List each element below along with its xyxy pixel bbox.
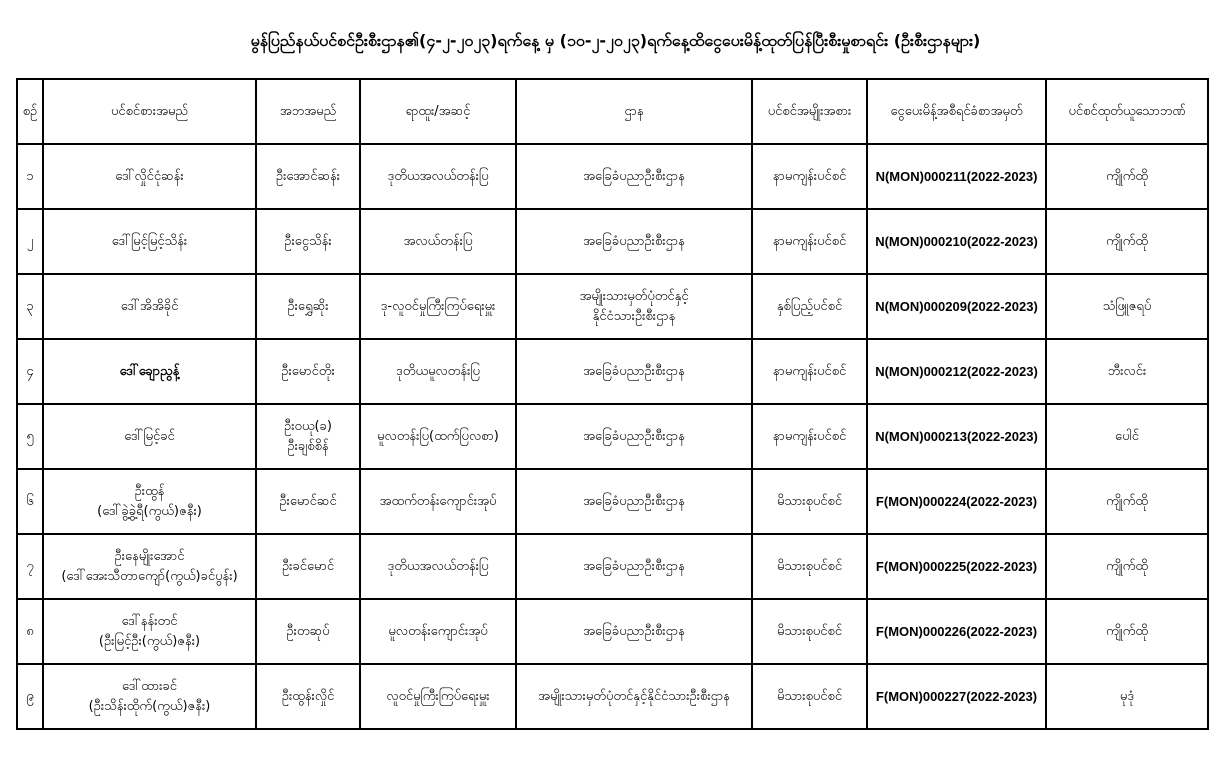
dept-line1: အခြေခံပညာဦးစီးဌာန: [583, 428, 685, 444]
name-line1: ဒေါ်မြင့်မြင့်သိန်း: [111, 233, 188, 249]
cell-name: [43, 534, 256, 599]
cell-dept: [516, 144, 752, 209]
name-line2: (ဦးမြင့်ဦး(ကွယ်)ဇနီး): [98, 633, 201, 649]
name-line1: ဒေါ်နန်းတင်: [121, 613, 178, 629]
table-row: [17, 534, 1208, 599]
cell-dept: [516, 209, 752, 274]
page-title: မွန်ပြည်နယ်ပင်စင်ဦးစီးဌာန၏(၄-၂-၂၀၂၃)ရက်နေ့ မှ (၁၀-၂-၂၀၂၃)ရက်နေ့ထိငွေပေးမိန့်ထုတ်ပြန်ပြီးစီးမှုစာရင်း (ဦးစီးဌာနများ): [250, 31, 981, 50]
col-header-father: အဘအမည်: [256, 79, 360, 144]
father-line1: ဦးထွန်းလှိုင်: [281, 688, 335, 704]
cell-no: ၄: [17, 339, 43, 404]
cell-name: [43, 209, 256, 274]
header-row: [17, 79, 1208, 144]
cell-type: မိသားစုပင်စင်: [752, 599, 867, 664]
cell-dept: [516, 339, 752, 404]
cell-no: ၇: [17, 534, 43, 599]
cell-type: နာမကျန်းပင်စင်: [752, 209, 867, 274]
cell-order: N(MON)000210(2022-2023): [867, 209, 1046, 274]
cell-type: နာမကျန်းပင်စင်: [752, 404, 867, 469]
cell-father: [256, 339, 360, 404]
name-line1: ဒေါ်မြင့်ခင်: [124, 428, 175, 444]
dept-line1: အခြေခံပညာဦးစီးဌာန: [583, 233, 685, 249]
cell-no: ၂: [17, 209, 43, 274]
cell-rank: မူလတန်းပြ(ထက်ပြလစာ): [360, 404, 516, 469]
table-row: [17, 144, 1208, 209]
table-row: [17, 339, 1208, 404]
col-header-no: စဉ်: [17, 79, 43, 144]
father-line1: ဦးခင်မောင်: [281, 558, 335, 574]
cell-father: [256, 469, 360, 534]
name-line1: ဒေါ်အိအိခိုင်: [120, 298, 179, 314]
name-line1: ဦးထွန်: [134, 483, 165, 499]
cell-bank: ကျိုက်ထို: [1046, 599, 1208, 664]
name-line2: (ဒေါ်ခွဲ့ခွဲ့ရီ(ကွယ်)ဇနီး): [97, 503, 202, 519]
cell-dept: [516, 534, 752, 599]
cell-rank: ဒုတိယမူလတန်းပြ: [360, 339, 516, 404]
cell-order: N(MON)000209(2022-2023): [867, 274, 1046, 339]
cell-bank: ကျိုက်ထို: [1046, 534, 1208, 599]
col-header-type: ပင်စင်အမျိုးအစား: [752, 79, 867, 144]
cell-dept: [516, 664, 752, 729]
cell-father: [256, 404, 360, 469]
cell-father: [256, 599, 360, 664]
cell-name: [43, 274, 256, 339]
cell-dept: [516, 469, 752, 534]
cell-order: N(MON)000211(2022-2023): [867, 144, 1046, 209]
cell-name: [43, 339, 256, 404]
father-line1: ဦးအောင်ဆန်း: [275, 168, 341, 184]
cell-no: ၈: [17, 599, 43, 664]
col-header-name: ပင်စင်စားအမည်: [43, 79, 256, 144]
cell-dept: [516, 274, 752, 339]
cell-father: [256, 664, 360, 729]
cell-bank: ပေါင်: [1046, 404, 1208, 469]
dept-line1: အခြေခံပညာဦးစီးဌာန: [583, 623, 685, 639]
cell-rank: လူဝင်မှုကြီးကြပ်ရေးမှူး: [360, 664, 516, 729]
cell-dept: [516, 599, 752, 664]
cell-dept: [516, 404, 752, 469]
cell-name: [43, 469, 256, 534]
cell-rank: အထက်တန်းကျောင်းအုပ်: [360, 469, 516, 534]
cell-no: ၁: [17, 144, 43, 209]
cell-name: [43, 404, 256, 469]
table-row: [17, 209, 1208, 274]
cell-rank: မူလတန်းကျောင်းအုပ်: [360, 599, 516, 664]
cell-father: [256, 209, 360, 274]
father-line2: ဦးချစ်စိန်: [287, 438, 329, 454]
cell-bank: ကျိုက်ထို: [1046, 209, 1208, 274]
cell-no: ၉: [17, 664, 43, 729]
cell-order: N(MON)000212(2022-2023): [867, 339, 1046, 404]
father-line1: ဦးငွေသိန်း: [284, 233, 332, 249]
col-header-order: ငွေပေးမိန့်အစီရင်ခံစာအမှတ်: [867, 79, 1046, 144]
father-line1: ဦးတဆုပ်: [286, 623, 330, 639]
cell-rank: ဒု-လူဝင်မှုကြီးကြပ်ရေးမှူး: [360, 274, 516, 339]
col-header-bank: ပင်စင်ထုတ်ယူသောဘဏ်: [1046, 79, 1208, 144]
cell-rank: ဒုတိယအလယ်တန်းပြ: [360, 534, 516, 599]
father-line1: ဦးမောင်ဆင်: [279, 493, 337, 509]
cell-bank: ကျိုက်ထို: [1046, 469, 1208, 534]
cell-rank: အလယ်တန်းပြ: [360, 209, 516, 274]
dept-line1: အခြေခံပညာဦးစီးဌာန: [583, 168, 685, 184]
table-row: [17, 274, 1208, 339]
cell-type: မိသားစုပင်စင်: [752, 469, 867, 534]
pension-table: [16, 78, 1209, 730]
cell-rank: ဒုတိယအလယ်တန်းပြ: [360, 144, 516, 209]
cell-order: F(MON)000224(2022-2023): [867, 469, 1046, 534]
cell-father: [256, 534, 360, 599]
cell-order: N(MON)000213(2022-2023): [867, 404, 1046, 469]
table-row: [17, 469, 1208, 534]
cell-type: မိသားစုပင်စင်: [752, 664, 867, 729]
col-header-dept: ဌာန: [516, 79, 752, 144]
cell-type: နာမကျန်းပင်စင်: [752, 339, 867, 404]
cell-name: [43, 599, 256, 664]
dept-line1: အခြေခံပညာဦးစီးဌာန: [583, 493, 685, 509]
name-line1: ဦးနေမျိုးအောင်: [114, 548, 185, 564]
dept-line1: အမျိုးသားမှတ်ပုံတင်နှင့်နိုင်ငံသားဦးစီးဌာန: [538, 688, 730, 704]
cell-bank: မုဒုံ: [1046, 664, 1208, 729]
cell-order: F(MON)000226(2022-2023): [867, 599, 1046, 664]
cell-no: ၅: [17, 404, 43, 469]
cell-bank: သံဖြူဇရပ်: [1046, 274, 1208, 339]
cell-no: ၃: [17, 274, 43, 339]
cell-type: မိသားစုပင်စင်: [752, 534, 867, 599]
cell-order: F(MON)000225(2022-2023): [867, 534, 1046, 599]
cell-name: [43, 144, 256, 209]
dept-line1: အခြေခံပညာဦးစီးဌာန: [583, 363, 685, 379]
name-line1: ဒေါ်ထားခင်: [122, 678, 177, 694]
father-line1: ဦးမောင်တိုး: [281, 363, 335, 379]
cell-no: ၆: [17, 469, 43, 534]
father-line1: ဦးရွှေဆိုး: [287, 298, 329, 314]
name-line2: (ဦးသိန်းထိုက်(ကွယ်)ဇနီး): [88, 698, 211, 714]
cell-bank: ဘီးလင်း: [1046, 339, 1208, 404]
dept-line2: နိုင်ငံသားဦးစီးဌာန: [592, 308, 676, 324]
cell-name: [43, 664, 256, 729]
name-line1: ဒေါ်ချောညွန့်: [119, 363, 180, 379]
col-header-rank: ရာထူး/အဆင့်: [360, 79, 516, 144]
father-line1: ဦးဝယု(ခ): [284, 418, 332, 434]
name-line2: (ဒေါ်အေးသီတာကျော်(ကွယ်)ခင်ပွန်း): [61, 568, 238, 584]
cell-bank: ကျိုက်ထို: [1046, 144, 1208, 209]
cell-father: [256, 144, 360, 209]
table-row: [17, 664, 1208, 729]
dept-line1: အခြေခံပညာဦးစီးဌာန: [583, 558, 685, 574]
cell-order: F(MON)000227(2022-2023): [867, 664, 1046, 729]
name-line1: ဒေါ်လှိုင်ငုံဆန်း: [115, 168, 184, 184]
cell-type: နာမကျန်းပင်စင်: [752, 144, 867, 209]
table-row: [17, 404, 1208, 469]
cell-father: [256, 274, 360, 339]
cell-type: နှစ်ပြည့်ပင်စင်: [752, 274, 867, 339]
dept-line1: အမျိုးသားမှတ်ပုံတင်နှင့်: [579, 288, 689, 304]
table-row: [17, 599, 1208, 664]
